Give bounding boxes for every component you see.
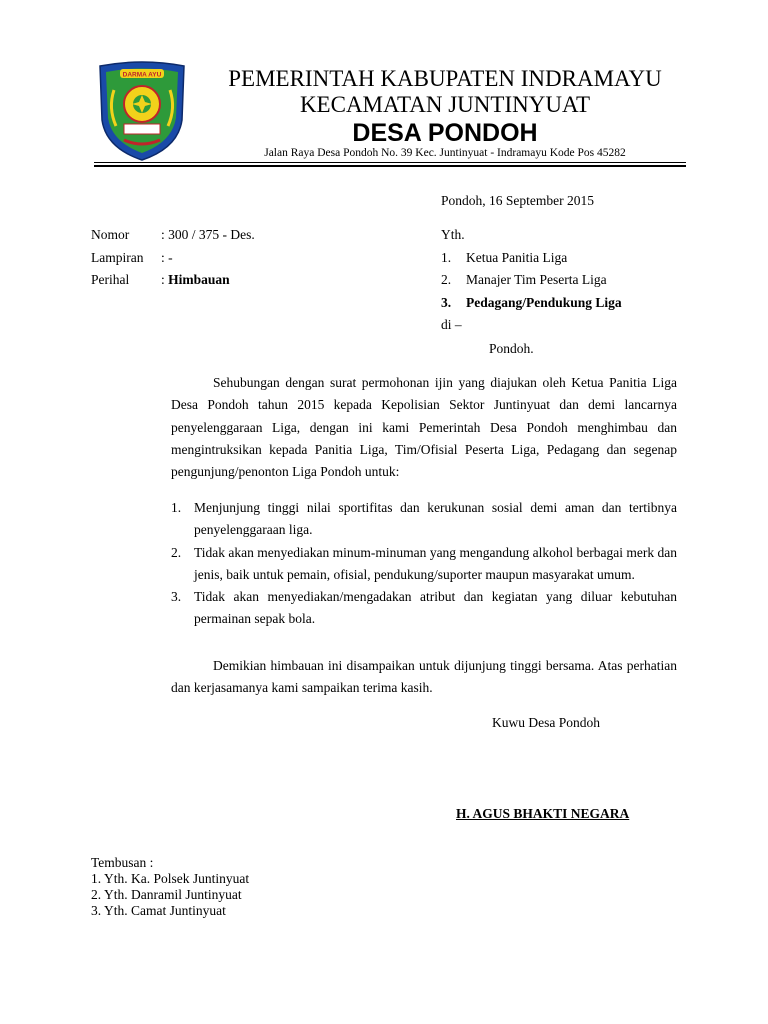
instruction-text: Tidak akan menyediakan minum-minuman yang mengandung alkohol berbagai merk dan jenis, baik untuk pemain, ofisial, pendukung/suporter maupun masyarakat umum. [194,544,677,582]
letterhead-address: Jalan Raya Desa Pondoh No. 39 Kec. Juntinyuat - Indramayu Kode Pos 45282 [264,147,626,159]
recipient-place: Pondoh. [489,341,534,356]
recipient-item-3: Pedagang/Pendukung Liga [466,295,622,310]
instruction-text: Tidak akan menyediakan/mengadakan atribut dan kegiatan yang diluar kebutuhan permainan sepak bola. [194,589,677,627]
signature-title: Kuwu Desa Pondoh [492,715,600,730]
recipient-item-2: Manajer Tim Peserta Liga [466,272,607,287]
instruction-text: Menjunjung tinggi nilai sportifitas dan kerukunan sosial demi aman dan tertibnya penyelenggaraan liga. [194,500,677,538]
instruction-number: 1. [171,500,182,515]
closing-paragraph: Demikian himbauan ini disampaikan untuk dijunjung tinggi bersama. Atas perhatian dan kerjasamanya kami sampaikan terima kasih. [171,658,677,696]
meta-value-nomor: : 300 / 375 - Des. [161,227,255,242]
instruction-item [171,586,677,631]
regency-emblem-logo [94,60,190,164]
instruction-number: 3. [171,589,182,605]
meta-value-perihal: : Himbauan [161,272,230,287]
meta-label-nomor: Nomor [91,227,130,242]
logo-text: DARMA AYU [122,71,162,79]
tembusan-item: 1. Yth. Ka. Polsek Juntinyuat [91,871,250,886]
instruction-number: 2. [171,544,182,560]
meta-value-lampiran: : - [161,250,173,265]
meta-label-lampiran: Lampiran [91,250,144,265]
tembusan-item: 3. Yth. Camat Juntinyuat [91,903,226,918]
letterhead-divider-thin [94,162,686,163]
letterhead-government: PEMERINTAH KABUPATEN INDRAMAYU [228,66,662,91]
instruction-item [171,542,677,587]
letterhead-village: DESA PONDOH [352,119,538,147]
recipient-num-1: 1. [441,250,452,265]
recipient-num-2: 2. [441,272,452,287]
letter-date: Pondoh, 16 September 2015 [441,193,594,208]
letterhead-district: KECAMATAN JUNTINYUAT [299,92,591,117]
body-intro-paragraph: Sehubungan dengan surat permohonan ijin yang diajukan oleh Ketua Panitia Liga Desa Pondoh tahun 2015 kepada Kepolisian Sektor Juntinyuat dan demi lancarnya penyelenggaraan Liga, dengan ini kami Pemerintah Desa Pondoh menghimbau dan mengintruksikan kepada Panitia Liga, Tim/Ofisial Peserta Liga, Pedagang dan segenap pengunjung/penonton Liga Pondoh untuk: [171,375,677,480]
meta-label-perihal: Perihal [91,272,130,287]
recipient-greeting: Yth. [441,227,465,242]
letterhead-divider-thick [94,165,686,167]
tembusan-title: Tembusan : [91,855,154,870]
emblem-icon [94,60,190,164]
instruction-item [171,497,677,542]
recipient-num-3: 3. [441,295,452,310]
instruction-list [171,497,677,631]
signature-name: H. AGUS BHAKTI NEGARA [456,806,630,821]
tembusan-item: 2. Yth. Danramil Juntinyuat [91,887,242,902]
recipient-item-1: Ketua Panitia Liga [466,250,568,265]
recipient-di: di – [441,317,462,332]
